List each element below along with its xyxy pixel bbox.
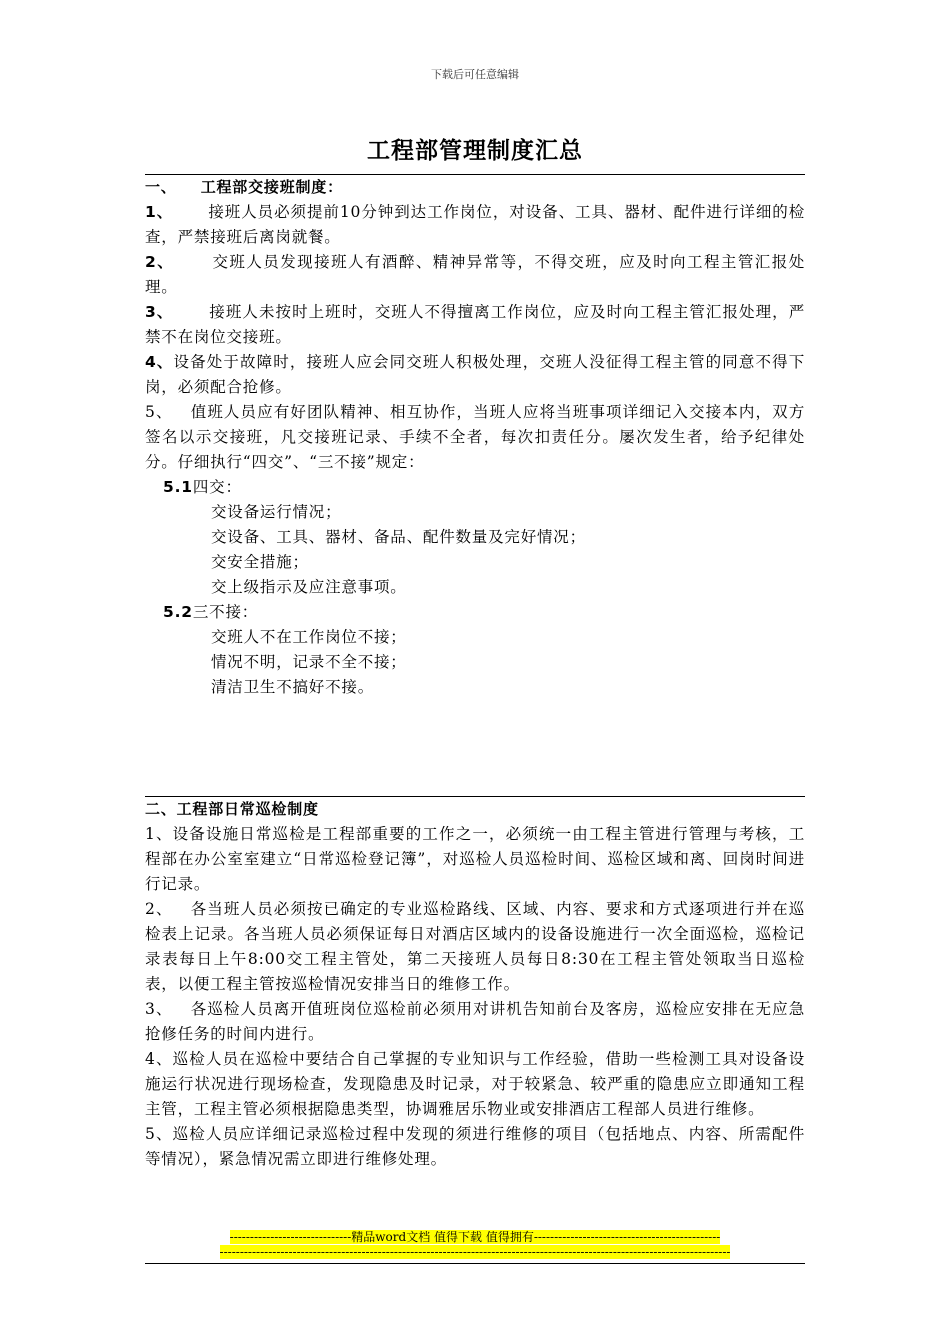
page-title: 工程部管理制度汇总 [367, 138, 583, 164]
section-heading: 一、 工程部交接班制度： [145, 178, 343, 196]
section-handover [145, 175, 805, 700]
paragraph: 1、 接班人员必须提前10分钟到达工作岗位，对设备、工具、器材、配件进行详细的检查，严禁接班后离岗就餐。 [145, 203, 806, 246]
footer-banner: ------------------------------精品word文档 值得下载 值得拥有---------------------------------------------- [229, 1230, 721, 1244]
subsection-heading: 5.1四交： [163, 478, 242, 496]
paragraph: 2、 各当班人员必须按已确定的专业巡检路线、区域、内容、要求和方式逐项进行并在巡检表上记录。各当班人员必须保证每日对酒店区域内的设备设施进行一次全面巡检，巡检记录表每日上午8:00交工程主管处，第二天接班人员每日8:30在工程主管处领取当日巡检表，以便工程主管按巡检情况安排当日的维修工作。 [145, 900, 805, 993]
paragraph: 5、 值班人员应有好团队精神、相互协作，当班人应将当班事项详细记入交接本内，双方签名以示交接班，凡交接班记录、手续不全者，每次扣责任分。屡次发生者，给予纪律处分。仔细执行“四交”、“三不接”规定： [145, 403, 805, 471]
list-item: 情况不明，记录不全不接； [211, 653, 407, 671]
list-item: 交安全措施； [211, 553, 309, 571]
paragraph: 1、设备设施日常巡检是工程部重要的工作之一，必须统一由工程主管进行管理与考核，工程部在办公室室建立“日常巡检登记簿”，对巡检人员巡检时间、巡检区域和离、回岗时间进行记录。 [145, 825, 805, 893]
paragraph: 3、 接班人未按时上班时，交班人不得擅离工作岗位，应及时向工程主管汇报处理，严禁不在岗位交接班。 [145, 303, 805, 346]
footer-dashes: ------------------------------------------------------------------------------------------------------------------------------ [219, 1245, 731, 1259]
paragraph: 3、 各巡检人员离开值班岗位巡检前必须用对讲机告知前台及客房，巡检应安排在无应急抢修任务的时间内进行。 [145, 1000, 805, 1043]
list-item: 清洁卫生不搞好不接。 [211, 678, 375, 696]
list-item: 交设备运行情况； [211, 503, 342, 521]
paragraph: 4、设备处于故障时，接班人应会同交班人积极处理，交班人没征得工程主管的同意不得下岗，必须配合抢修。 [145, 353, 806, 396]
page-header-note: 下载后可任意编辑 [431, 68, 519, 81]
paragraph: 4、巡检人员在巡检中要结合自己掌握的专业知识与工作经验，借助一些检测工具对设备设施运行状况进行现场检查，发现隐患及时记录，对于较紧急、较严重的隐患应立即通知工程主管，工程主管必须根据隐患类型，协调雅居乐物业或安排酒店工程部人员进行维修。 [145, 1050, 805, 1118]
section-heading: 二、工程部日常巡检制度 [145, 800, 319, 818]
paragraph: 2、 交班人员发现接班人有酒醉、精神异常等，不得交班，应及时向工程主管汇报处理。 [145, 253, 805, 296]
subsection-heading: 5.2三不接： [163, 603, 259, 621]
divider-bottom [145, 1263, 805, 1264]
paragraph: 5、巡检人员应详细记录巡检过程中发现的须进行维修的项目（包括地点、内容、所需配件等情况），紧急情况需立即进行维修处理。 [145, 1125, 805, 1168]
list-item: 交设备、工具、器材、备品、配件数量及完好情况； [211, 528, 586, 546]
list-item: 交班人不在工作岗位不接； [211, 628, 407, 646]
list-item: 交上级指示及应注意事项。 [211, 578, 407, 596]
section-inspection [145, 797, 805, 1172]
